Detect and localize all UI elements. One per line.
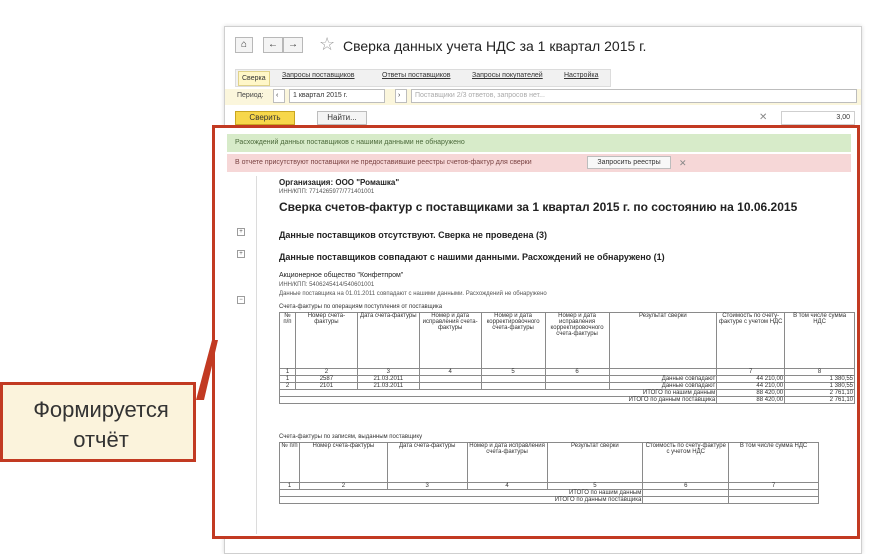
report-frame	[212, 125, 860, 539]
table-cell: 1	[280, 376, 296, 383]
arrow-left-icon[interactable]: ←	[263, 37, 283, 53]
table-header: № п/п	[280, 443, 300, 483]
table-cell: 21.03.2011	[357, 383, 419, 390]
table-cell: 2	[280, 383, 296, 390]
table-number-row	[280, 369, 855, 376]
table-header: Результат сверки	[609, 313, 717, 369]
arrow-right-icon[interactable]: →	[283, 37, 303, 53]
invoice-table-2	[279, 442, 819, 504]
table-cell: 4	[419, 369, 481, 376]
table-cell: 1 380,55	[785, 383, 855, 390]
table-header: Номер счета-фактуры	[295, 313, 357, 369]
collapse-icon[interactable]: −	[237, 296, 245, 304]
table-cell: 44 210,00	[717, 383, 785, 390]
check-button[interactable]: Сверить	[235, 111, 295, 125]
success-message: Расхождений данных поставщиков с нашими данными не обнаружено	[227, 134, 851, 152]
table-cell: Данные совпадают	[609, 383, 717, 390]
warning-text: В отчете присутствуют поставщики не предоставившие реестры счетов-фактур для сверки	[235, 159, 532, 166]
table-cell: 3	[387, 483, 467, 490]
close-icon[interactable]: ✕	[759, 112, 768, 123]
total-row	[280, 497, 819, 504]
report-inn: ИНН/КПП: 7714265977/771401001	[279, 189, 375, 195]
supplier-inn: ИНН/КПП: 5406245414/540601001	[279, 282, 375, 288]
table-row[interactable]	[280, 383, 855, 390]
table-cell: 88 420,00	[717, 397, 785, 404]
table-row[interactable]	[280, 376, 855, 383]
find-button[interactable]: Найти...	[317, 111, 367, 125]
table-header: Результат сверки	[547, 443, 643, 483]
table-cell: 44 210,00	[717, 376, 785, 383]
report-content	[263, 176, 855, 536]
callout-text: Формируется отчёт	[33, 397, 169, 452]
total-row	[280, 390, 855, 397]
table-cell: ИТОГО по нашим данным	[280, 390, 717, 397]
tab-supplier-requests[interactable]: Запросы поставщиков	[282, 72, 355, 79]
warning-message	[227, 154, 851, 172]
report-group-absent[interactable]: Данные поставщиков отсутствуют. Сверка не проведена (3)	[279, 230, 547, 240]
table-header: Дата счета-фактуры	[387, 443, 467, 483]
request-registers-button[interactable]: Запросить реестры	[587, 156, 671, 169]
table-cell: 2587	[295, 376, 357, 383]
period-label: Период:	[237, 92, 264, 99]
table-cell: 5	[481, 369, 545, 376]
table-header: Номер и дата корректировочного счета-фактуры	[481, 313, 545, 369]
tab-bar	[235, 69, 611, 87]
callout-pointer-shape	[196, 340, 218, 400]
expand-icon[interactable]: +	[237, 228, 245, 236]
table-cell: 7	[729, 483, 819, 490]
table-cell: 6	[545, 369, 609, 376]
home-icon[interactable]: ⌂	[235, 37, 253, 53]
window-title: Сверка данных учета НДС за 1 квартал 2015 г.	[343, 38, 647, 54]
number-field[interactable]: 3,00	[781, 111, 855, 125]
total-row	[280, 397, 855, 404]
invoice-table-1	[279, 312, 855, 404]
table-number-row	[280, 483, 819, 490]
table-cell: ИТОГО по данным поставщика	[280, 397, 717, 404]
table-cell: 1	[280, 369, 296, 376]
section-title-2: Счета-фактуры по записям, выданным поставщику	[279, 434, 423, 440]
table-header: Стоимость по счету-фактуре с учетом НДС	[643, 443, 729, 483]
table-header-row	[280, 443, 819, 483]
tab-settings[interactable]: Настройка	[564, 72, 599, 79]
table-cell: 88 420,00	[717, 390, 785, 397]
table-cell: ИТОГО по данным поставщика	[280, 497, 643, 504]
period-prev-button[interactable]: ‹	[273, 89, 285, 103]
report-group-match[interactable]: Данные поставщиков совпадают с нашими данными. Расхождений не обнаружено (1)	[279, 252, 665, 262]
outline-gutter	[229, 176, 257, 534]
tab-sverka[interactable]: Сверка	[238, 71, 270, 86]
table-cell: 1 380,55	[785, 376, 855, 383]
supplier-note: Данные поставщика на 01.01.2011 совпадают с нашими данными. Расхождений не обнаружено	[279, 291, 547, 297]
callout-box	[0, 382, 196, 462]
table-header: Номер счета-фактуры	[299, 443, 387, 483]
title-bar	[225, 27, 861, 65]
table-cell: 3	[357, 369, 419, 376]
table-header: Номер и дата исправления корректировочного счета-фактуры	[545, 313, 609, 369]
table-header: Номер и дата исправления счета-фактуры	[419, 313, 481, 369]
table-cell: 2 761,10	[785, 397, 855, 404]
supplier-name: Акционерное общество "Конфетпром"	[279, 272, 404, 279]
table-cell	[609, 369, 717, 376]
table-cell: 21.03.2011	[357, 376, 419, 383]
period-row	[225, 89, 861, 105]
period-next-button[interactable]: ›	[395, 89, 407, 103]
table-cell: 8	[785, 369, 855, 376]
table-cell: 2 761,10	[785, 390, 855, 397]
table-cell: 2	[299, 483, 387, 490]
table-header: № п/п	[280, 313, 296, 369]
section-title-1: Счета-фактуры по операциям поступления от поставщика	[279, 304, 443, 310]
table-cell: ИТОГО по нашим данным	[280, 490, 643, 497]
period-field[interactable]: 1 квартал 2015 г.	[289, 89, 385, 103]
period-hint: Поставщики 2/3 ответов, запросов нет...	[411, 89, 857, 103]
total-row	[280, 490, 819, 497]
table-header: Дата счета-фактуры	[357, 313, 419, 369]
table-header: Стоимость по счету-фактуре с учетом НДС	[717, 313, 785, 369]
star-icon[interactable]: ☆	[319, 34, 336, 54]
report-organization: Организация: ООО "Ромашка"	[279, 178, 400, 187]
table-cell: 2	[295, 369, 357, 376]
table-cell: 5	[547, 483, 643, 490]
table-header: В том числе сумма НДС	[729, 443, 819, 483]
tab-supplier-answers[interactable]: Ответы поставщиков	[382, 72, 451, 79]
close-icon[interactable]: ✕	[679, 158, 687, 168]
table-header: В том числе сумма НДС	[785, 313, 855, 369]
tab-buyer-requests[interactable]: Запросы покупателей	[472, 72, 543, 79]
table-header-row	[280, 313, 855, 369]
table-header: Номер и дата исправления счета-фактуры	[467, 443, 547, 483]
table-cell: 7	[717, 369, 785, 376]
report-title: Сверка счетов-фактур с поставщиками за 1 квартал 2015 г. по состоянию на 10.06.2015	[279, 200, 798, 214]
table-cell: 4	[467, 483, 547, 490]
table-cell: 2101	[295, 383, 357, 390]
table-cell: 1	[280, 483, 300, 490]
table-cell: 6	[643, 483, 729, 490]
expand-icon[interactable]: +	[237, 250, 245, 258]
table-cell: Данные совпадают	[609, 376, 717, 383]
